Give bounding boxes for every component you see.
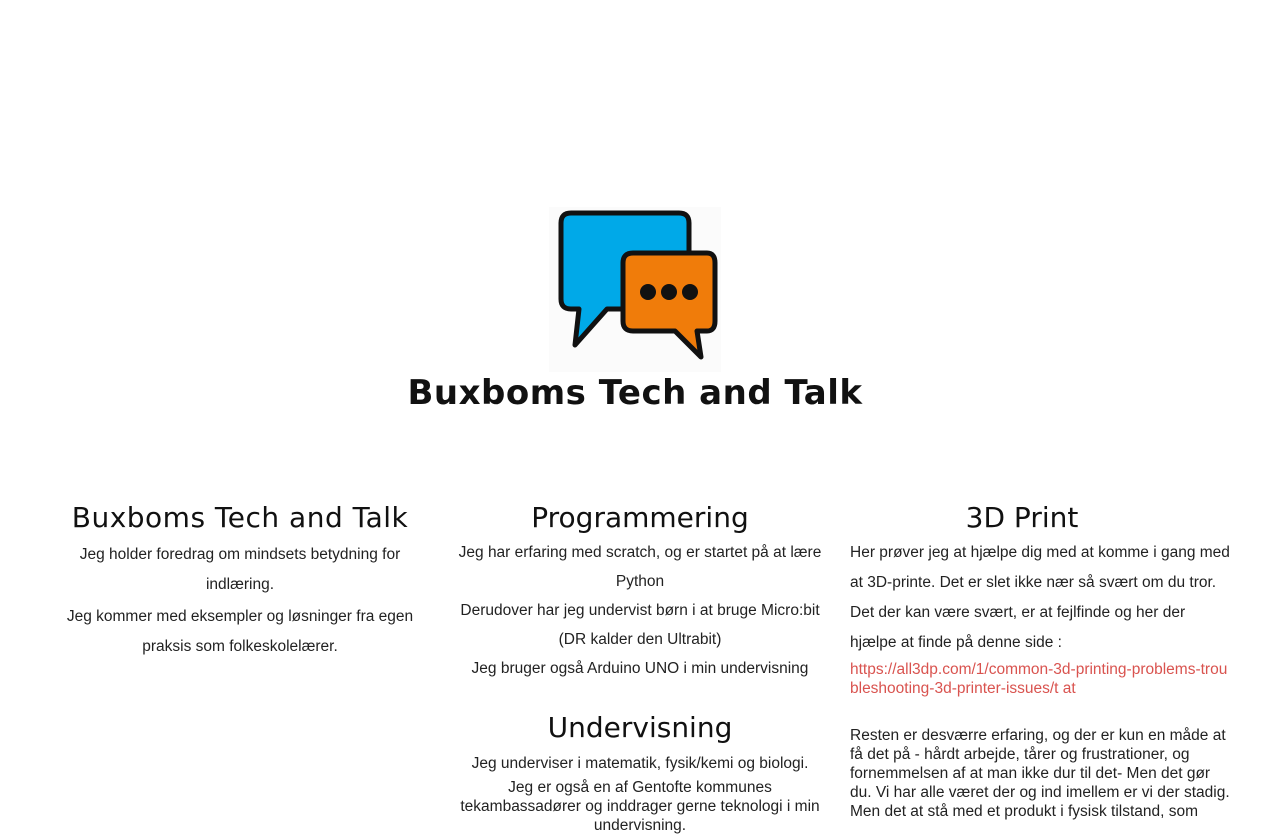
column-programming	[448, 498, 832, 683]
talks-line-1: Jeg holder foredrag om mindsets betydning for indlæring.	[79, 546, 401, 593]
3d-print-rest: Resten er desværre erfaring, og der er kun en måde at få det på - hårdt arbejde, tårer og frustrationer, og fornemmelsen af at man ikke dur til det- Men det gør du. Vi har alle været der og ind imellem er vi der stadig. Men det at stå med et produkt i fysisk tilstand, som	[850, 727, 1230, 820]
3d-print-intro: Her prøver jeg at hjælpe dig med at komme i gang med at 3D-printe. Det er slet ikke nær så svært om du tror. Det der kan være svært, er at fejlfinde og her der hjælpe at finde på denne side :	[850, 544, 1230, 651]
teaching-heading: Undervisning	[547, 711, 733, 744]
column-teaching	[448, 708, 832, 835]
chat-bubbles-icon	[549, 207, 721, 372]
talks-heading: Buxboms Tech and Talk	[71, 501, 409, 534]
troubleshooting-link[interactable]: https://all3dp.com/1/common-3d-printing-problems-troubleshooting-3d-printer-issues/t at	[850, 661, 1228, 697]
programming-line-3: Jeg bruger også Arduino UNO i min undervisning	[471, 660, 809, 677]
talks-line-2: Jeg kommer med eksempler og løsninger fra egen praksis som folkeskolelærer.	[66, 608, 414, 655]
site-title: Buxboms Tech and Talk	[407, 373, 863, 413]
site-logo[interactable]	[549, 207, 721, 372]
teaching-line-1: Jeg underviser i matematik, fysik/kemi og biologi.	[471, 755, 809, 772]
column-talks	[60, 498, 420, 662]
column-3d-print	[850, 498, 1234, 821]
programming-heading: Programmering	[531, 501, 749, 534]
3d-print-heading: 3D Print	[965, 501, 1079, 534]
teaching-line-2: Jeg er også en af Gentofte kommunes tekambassadører og inddrager gerne teknologi i min undervisning.	[460, 779, 820, 834]
programming-line-1: Jeg har erfaring med scratch, og er startet på at lære Python	[458, 544, 822, 590]
programming-line-2: Derudover har jeg undervist børn i at bruge Micro:bit (DR kalder den Ultrabit)	[460, 602, 820, 648]
